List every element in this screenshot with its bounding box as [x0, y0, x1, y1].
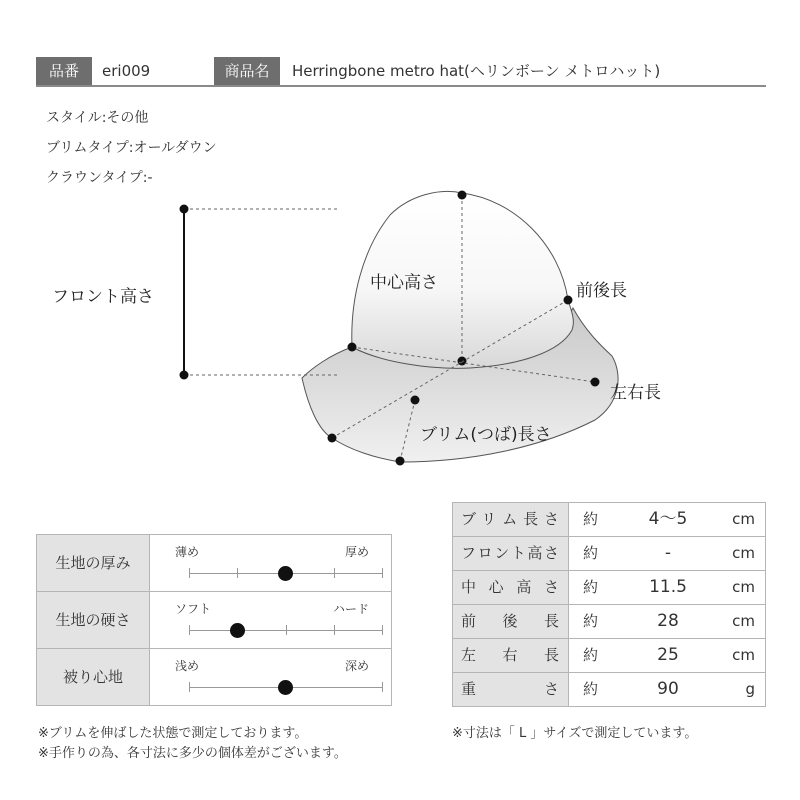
size-value: 28 [657, 611, 679, 631]
size-value: 11.5 [649, 577, 687, 597]
size-row-front-height [452, 537, 766, 571]
fabric-properties-table [36, 534, 392, 706]
fabric-row-hardness [36, 592, 392, 649]
product-name-value: Herringbone metro hat(ヘリンボーン メトロハット) [292, 62, 661, 80]
center-height-dot-top [458, 191, 467, 200]
front-back-dot-front [328, 434, 337, 443]
scale-tick [237, 568, 238, 578]
size-unit: cm [732, 544, 755, 562]
fabric-row-fit [36, 649, 392, 706]
scale-tick [382, 568, 383, 578]
size-label: フロント高さ [453, 537, 569, 570]
scale-low-label: ソフト [175, 602, 212, 616]
label-front-back: 前後長 [576, 281, 627, 301]
size-label: 中心高さ [453, 571, 569, 604]
scale-tick [334, 568, 335, 578]
size-approx: 約 [583, 578, 599, 596]
fabric-row-thickness [36, 535, 392, 592]
label-center-height: 中心高さ [370, 273, 438, 293]
scale-indicator [230, 623, 245, 638]
size-row-left-right [452, 639, 766, 673]
front-height-dot-top [180, 205, 189, 214]
fabric-row-label: 生地の厚み [37, 535, 150, 591]
size-approx: 約 [583, 646, 599, 664]
note-size-basis: ※寸法は「 L 」サイズで測定しています。 [452, 726, 698, 741]
size-approx: 約 [583, 612, 599, 630]
scale-high-label: 深め [344, 659, 369, 673]
size-label: 前後長 [453, 605, 569, 638]
size-value: - [664, 543, 672, 563]
size-row-brim [452, 503, 766, 537]
size-unit: g [745, 680, 755, 698]
scale-tick [189, 682, 190, 692]
attribute-style: スタイル:その他 [46, 110, 149, 126]
note-handmade: ※手作りの為、各寸法に多少の個体差がございます。 [38, 746, 347, 761]
size-unit: cm [732, 612, 755, 630]
scale-tick [382, 625, 383, 635]
fabric-row-label: 生地の硬さ [37, 592, 150, 648]
scale-low-label: 浅め [175, 659, 200, 673]
scale-tick [286, 625, 287, 635]
scale-tick [189, 568, 190, 578]
label-front-height: フロント高さ [52, 287, 154, 307]
scale-tick [382, 682, 383, 692]
attribute-brim-type: ブリムタイプ:オールダウン [46, 140, 217, 156]
scale-tick [189, 625, 190, 635]
size-row-center-height [452, 571, 766, 605]
size-value: 90 [657, 679, 679, 699]
product-name-label: 商品名 [214, 57, 280, 85]
label-left-right: 左右長 [610, 383, 661, 403]
item-number-label: 品番 [36, 57, 92, 85]
left-right-dot-left [348, 343, 357, 352]
item-number-value: eri009 [102, 62, 151, 80]
size-row-front-back [452, 605, 766, 639]
size-approx: 約 [583, 510, 599, 528]
front-back-dot-back [564, 296, 573, 305]
brim-length-dot-top [411, 396, 420, 405]
size-approx: 約 [583, 544, 599, 562]
size-unit: cm [732, 510, 755, 528]
size-table [452, 502, 766, 707]
fabric-row-label: 被り心地 [37, 649, 150, 705]
brim-length-dot-bottom [396, 457, 405, 466]
attribute-crown-type: クラウンタイプ:- [46, 170, 153, 186]
label-brim-length: ブリム(つば)長さ [420, 425, 552, 445]
size-unit: cm [732, 646, 755, 664]
scale-high-label: 厚め [344, 545, 369, 559]
front-height-dot-bottom [180, 371, 189, 380]
size-unit: cm [732, 578, 755, 596]
left-right-dot-right [591, 378, 600, 387]
note-brim-measurement: ※ブリムを伸ばした状態で測定しております。 [38, 726, 308, 741]
size-approx: 約 [583, 680, 599, 698]
scale-tick [334, 625, 335, 635]
scale-indicator [278, 566, 293, 581]
size-value: 25 [657, 645, 679, 665]
size-label: 左右長 [453, 639, 569, 672]
scale-low-label: 薄め [175, 545, 200, 559]
size-row-weight [452, 673, 766, 707]
size-value: 4〜5 [648, 509, 688, 529]
scale-high-label: ハード [332, 602, 369, 616]
scale-indicator [278, 680, 293, 695]
size-label: 重さ [453, 673, 569, 706]
size-label: ブリム長さ [453, 503, 569, 536]
